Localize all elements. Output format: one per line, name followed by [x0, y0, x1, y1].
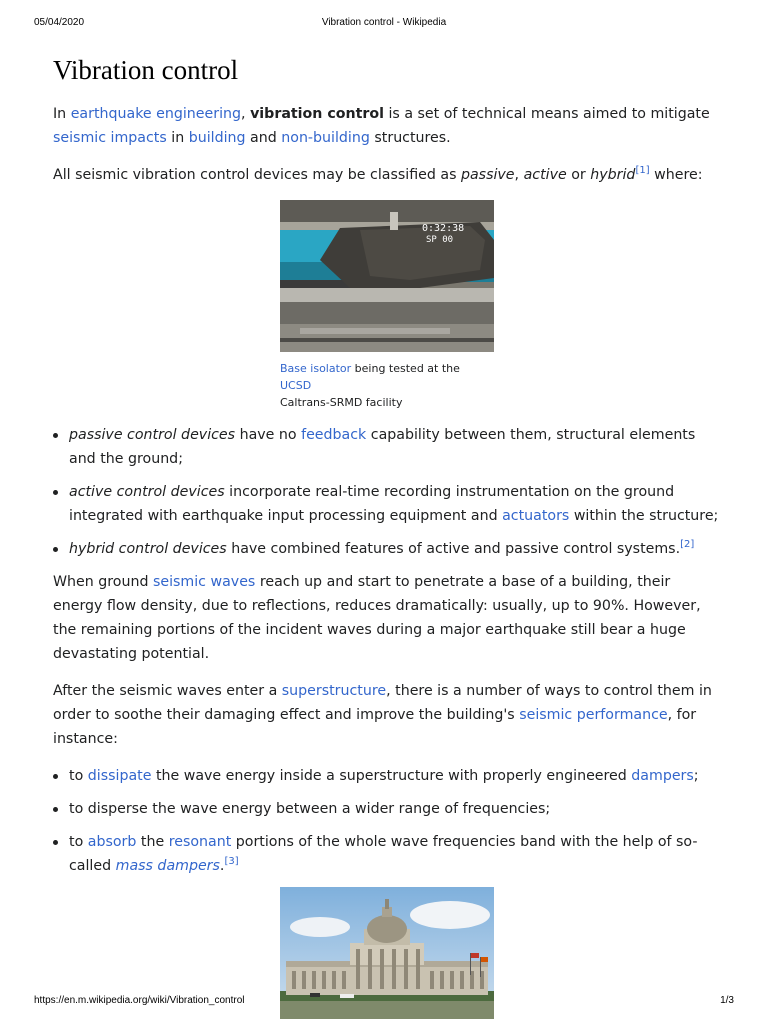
- italic-term: active: [523, 167, 567, 183]
- text: to: [69, 768, 88, 784]
- list-item: [53, 764, 721, 788]
- list-item: [53, 480, 721, 528]
- link-dampers[interactable]: dampers: [631, 768, 694, 784]
- text: structures.: [369, 130, 451, 146]
- control-device-list: [53, 423, 721, 561]
- reference-link-3[interactable]: [3]: [224, 856, 239, 867]
- overlay-time: 0:32:38: [422, 223, 465, 234]
- link-mass-dampers[interactable]: [116, 858, 220, 874]
- text: portions of the whole wave frequencies band with the help of so-called: [69, 834, 698, 874]
- text: In: [53, 106, 71, 122]
- text: and: [245, 130, 282, 146]
- text: or: [566, 167, 591, 183]
- text: have combined features of active and passive control systems.: [226, 541, 681, 557]
- text: When ground: [53, 574, 153, 590]
- link-ucsd[interactable]: UCSD: [280, 379, 312, 392]
- text: ;: [693, 768, 699, 784]
- article-content: [53, 52, 721, 1019]
- superstructure-paragraph: [53, 679, 721, 751]
- reference-link-2[interactable]: [2]: [680, 539, 695, 550]
- link-superstructure[interactable]: superstructure: [281, 683, 387, 699]
- italic-term: hybrid: [590, 167, 636, 183]
- text: .: [219, 858, 225, 874]
- link-absorb[interactable]: absorb: [87, 834, 137, 850]
- link-seismic-performance[interactable]: seismic performance: [519, 707, 668, 723]
- link-feedback[interactable]: feedback: [301, 427, 367, 443]
- text: where:: [649, 167, 703, 183]
- text: , there is a number of ways to control them in order to soothe their damaging effect and improve the building's: [53, 683, 712, 723]
- text: have no: [235, 427, 302, 443]
- print-title: Vibration control - Wikipedia: [321, 17, 447, 28]
- text: ,: [241, 106, 251, 122]
- seismic-waves-paragraph: [53, 570, 721, 666]
- city-hall-image: [280, 887, 494, 1019]
- base-isolator-image: [280, 200, 494, 352]
- city-hall-photo[interactable]: [280, 887, 494, 1019]
- link-earthquake-engineering[interactable]: earthquake engineering: [70, 106, 242, 122]
- italic-term: active control devices: [69, 484, 225, 500]
- text: the wave energy inside a superstructure with properly engineered: [151, 768, 632, 784]
- bold-term: vibration control: [250, 106, 384, 122]
- text: is a set of technical means aimed to mitigate: [383, 106, 710, 122]
- text: to: [69, 834, 88, 850]
- text: incorporate real-time recording instrumentation on the ground integrated with earthquake input processing equipment and: [69, 484, 675, 524]
- text: Caltrans-SRMD facility: [280, 396, 403, 409]
- link-seismic-waves[interactable]: seismic waves: [152, 574, 256, 590]
- page-title: Vibration control: [53, 55, 239, 85]
- figure-base-isolator: [280, 200, 494, 411]
- text: capability between them, structural elements and the ground;: [69, 427, 696, 467]
- text: in: [166, 130, 189, 146]
- reference-link-1[interactable]: [1]: [635, 165, 650, 176]
- text: the: [136, 834, 169, 850]
- link-base-isolator[interactable]: Base isolator: [280, 362, 352, 375]
- link-building[interactable]: building: [188, 130, 246, 146]
- wave-control-list: [53, 764, 721, 878]
- text: , for instance:: [53, 707, 697, 747]
- italic-term: passive: [460, 167, 515, 183]
- text: being tested at the: [351, 362, 460, 375]
- italic-term: passive control devices: [69, 427, 236, 443]
- intro-paragraph: [53, 102, 721, 150]
- classification-paragraph: [53, 163, 721, 187]
- text: ,: [514, 167, 524, 183]
- text: All seismic vibration control devices may be classified as: [53, 167, 461, 183]
- print-page-number: 1/3: [720, 995, 734, 1006]
- list-item: [53, 423, 721, 471]
- print-url: https://en.m.wikipedia.org/wiki/Vibration_control: [34, 995, 245, 1006]
- italic-link-text: mass dampers: [115, 858, 220, 874]
- list-item: [53, 830, 721, 878]
- italic-term: hybrid control devices: [69, 541, 227, 557]
- list-item: [53, 797, 721, 821]
- link-seismic-impacts[interactable]: seismic impacts: [53, 130, 167, 146]
- text: within the structure;: [569, 508, 719, 524]
- link-actuators[interactable]: actuators: [502, 508, 570, 524]
- link-resonant[interactable]: resonant: [168, 834, 232, 850]
- base-isolator-photo[interactable]: [280, 200, 494, 352]
- text: After the seismic waves enter a: [53, 683, 282, 699]
- overlay-sp: SP 00: [426, 235, 454, 245]
- list-item: [53, 537, 721, 561]
- link-non-building[interactable]: non-building: [281, 130, 370, 146]
- link-dissipate[interactable]: dissipate: [87, 768, 152, 784]
- print-date: 05/04/2020: [34, 17, 85, 28]
- text: to disperse the wave energy between a wider range of frequencies;: [69, 801, 551, 817]
- figure-caption: [280, 360, 494, 411]
- text: reach up and start to penetrate a base of a building, their energy flow density, due to reflections, reduces dramatically: usually, up to 90%. However, the remaining portions of the incident waves during a major earthquake still bear a huge devastating potential.: [53, 574, 701, 662]
